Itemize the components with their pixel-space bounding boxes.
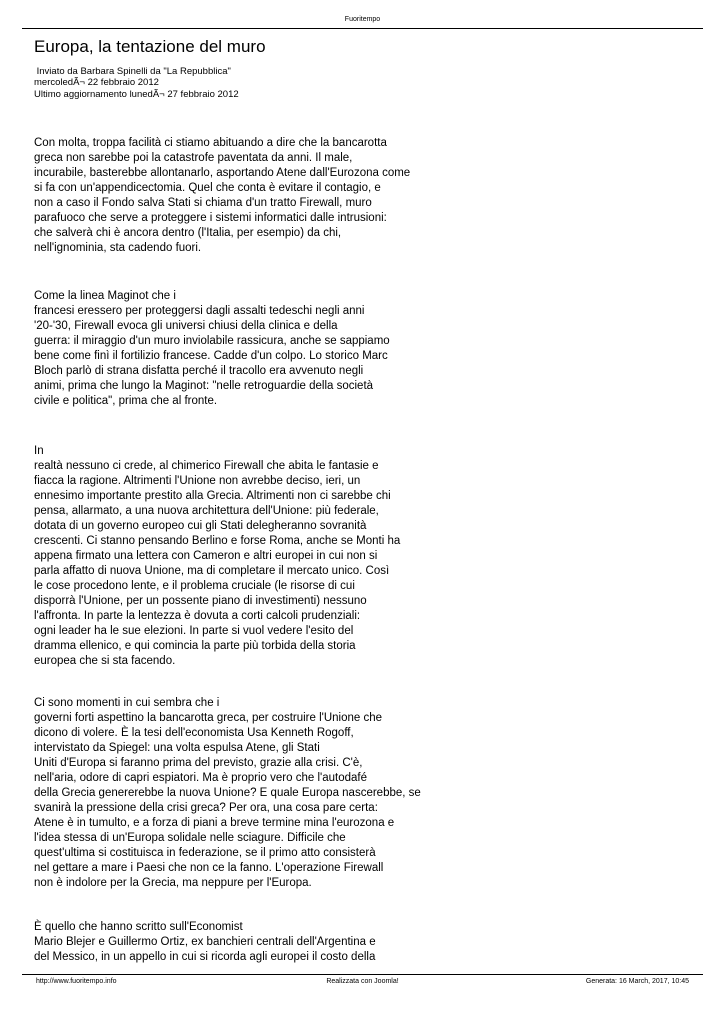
paragraph-line: intervistato da Spiegel: una volta espulsa Atene, gli Stati <box>34 742 320 754</box>
paragraph-line: fiacca la ragione. Altrimenti l'Unione non avrebbe deciso, ieri, un <box>34 475 361 487</box>
paragraph-line: realtà nessuno ci crede, al chimerico Firewall che abita le fantasie e <box>34 460 379 472</box>
paragraph-line: non a caso il Fondo salva Stati si chiama d'un tratto Firewall, muro <box>34 197 372 209</box>
paragraph-line: animi, prima che lungo la Maginot: "nelle retroguardie della società <box>34 380 374 392</box>
paragraph-line: ogni leader ha le sue elezioni. In parte si vuol vedere l'esito del <box>34 625 354 637</box>
paragraph-line: della Grecia genererebbe la nuova Unione? E quale Europa nascerebbe, se <box>34 787 421 799</box>
paragraph-line: l'idea stessa di un'Europa solidale nelle sciagure. Difficile che <box>34 832 346 844</box>
paragraph-line: non è indolore per la Grecia, ma neppure per l'Europa. <box>34 877 312 889</box>
footer-powered-by: Realizzata con Joomla! <box>326 978 399 985</box>
paragraph-line: greca non sarebbe poi la catastrofe paventata da anni. Il male, <box>34 152 353 164</box>
article-paragraph-5 <box>34 920 454 965</box>
footer-generated-date: Generata: 16 March, 2017, 10:45 <box>585 978 689 985</box>
paragraph-line: dicono di volere. È la tesi dell'economista Usa Kenneth Rogoff, <box>34 727 354 739</box>
paragraph-line: del Messico, in un appello in cui si ricorda agli europei il costo della <box>34 951 376 963</box>
paragraph-line: Atene è in tumulto, e a forza di piani a breve termine mina l'eurozona e <box>34 817 395 829</box>
paragraph-line: '20-'30, Firewall evoca gli universi chiusi della clinica e della <box>34 320 338 332</box>
paragraph-line: disporrà l'Unione, per un possente piano di investimenti) nessuno <box>34 595 367 607</box>
paragraph-line: dotata di un governo europeo cui gli Stati delegheranno sovranità <box>34 520 367 532</box>
paragraph-line: si fa con un'appendicectomia. Quel che conta è evitare il contagio, e <box>34 182 381 194</box>
paragraph-line: parafuoco che serve a proteggere i sistemi informatici dalle intrusioni: <box>34 212 387 224</box>
paragraph-line: nel gettare a mare i Paesi che non ce la fanno. L'operazione Firewall <box>34 862 384 874</box>
paragraph-line: civile e politica", prima che al fronte. <box>34 395 218 407</box>
paragraph-line: crescenti. Ci stanno pensando Berlino e forse Roma, anche se Monti ha <box>34 535 401 547</box>
paragraph-line: pensa, allarmato, a una nuova architettura dell'Unione: più federale, <box>34 505 379 517</box>
paragraph-line: parla affatto di nuova Unione, ma di completare il mercato unico. Così <box>34 565 390 577</box>
paragraph-line: Ci sono momenti in cui sembra che i <box>34 697 220 709</box>
paragraph-line: quest'ultima si costituisca in federazione, se il primo atto consisterà <box>34 847 376 859</box>
paragraph-line: bene come finì il fortilizio francese. Cadde d'un colpo. Lo storico Marc <box>34 350 388 362</box>
paragraph-line: nell'aria, odore di capri espiatori. Ma è proprio vero che l'autodafé <box>34 772 367 784</box>
paragraph-line: europea che si sta facendo. <box>34 655 176 667</box>
article-date: mercoledÃ¬ 22 febbraio 2012 <box>34 77 159 89</box>
article-paragraph-2 <box>34 289 454 409</box>
paragraph-line: dramma ellenico, e qui comincia la parte più torbida della storia <box>34 640 356 652</box>
paragraph-line: governi forti aspettino la bancarotta greca, per costruire l'Unione che <box>34 712 383 724</box>
paragraph-line: ennesimo importante prestito alla Grecia. Altrimenti non ci sarebbe chi <box>34 490 391 502</box>
paragraph-line: incurabile, basterebbe allontanarlo, asportando Atene dall'Eurozona come <box>34 167 411 179</box>
paragraph-line: Bloch parlò di strana disfatta perché il tracollo era avvenuto negli <box>34 365 364 377</box>
paragraph-line: appena firmato una lettera con Cameron e altri europei in cui non si <box>34 550 378 562</box>
article-author: Inviato da Barbara Spinelli da "La Repubblica" <box>34 66 231 77</box>
article-meta <box>34 66 239 100</box>
article-paragraph-1 <box>34 136 454 256</box>
article-paragraph-3 <box>34 444 454 669</box>
paragraph-line: francesi eressero per proteggersi dagli assalti tedeschi negli anni <box>34 305 365 317</box>
paragraph-line: È quello che hanno scritto sull'Economist <box>34 921 243 933</box>
paragraph-line: guerra: il miraggio d'un muro inviolabile rassicura, anche se sappiamo <box>34 335 390 347</box>
paragraph-line: Mario Blejer e Guillermo Ortiz, ex banchieri centrali dell'Argentina e <box>34 936 376 948</box>
paragraph-line: nell'ignominia, sta cadendo fuori. <box>34 242 202 254</box>
paragraph-line: In <box>34 445 44 457</box>
paragraph-line: le cose procedono lente, e il problema cruciale (le risorse di cui <box>34 580 355 592</box>
header-divider <box>22 28 703 29</box>
footer-divider <box>22 974 703 975</box>
paragraph-line: che salverà chi è ancora dentro (l'Italia, per esempio) da chi, <box>34 227 342 239</box>
footer-site-url[interactable]: http://www.fuoritempo.info <box>36 978 117 985</box>
article-updated: Ultimo aggiornamento lunedÃ¬ 27 febbraio 2012 <box>34 88 239 100</box>
paragraph-line: svanirà la pressione della crisi greca? Per ora, una cosa pare certa: <box>34 802 378 814</box>
article-paragraph-4 <box>34 696 454 891</box>
paragraph-line: Uniti d'Europa si faranno prima del previsto, grazie alla crisi. C'è, <box>34 757 363 769</box>
article-title: Europa, la tentazione del muro <box>34 37 266 56</box>
paragraph-line: Con molta, troppa facilità ci stiamo abituando a dire che la bancarotta <box>34 137 387 149</box>
page-header-site: Fuoritempo <box>344 16 381 23</box>
paragraph-line: l'affronta. In parte la lentezza è dovuta a corti calcoli prudenziali: <box>34 610 361 622</box>
paragraph-line: Come la linea Maginot che i <box>34 290 176 302</box>
